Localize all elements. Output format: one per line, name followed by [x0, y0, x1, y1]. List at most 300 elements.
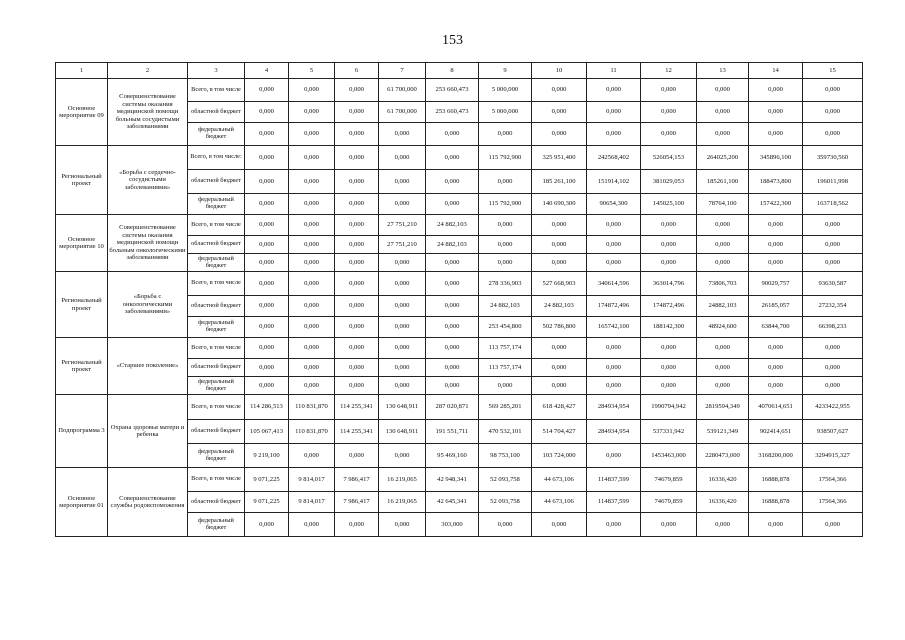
value-cell: 0,000 [587, 513, 641, 537]
value-cell: 98 753,100 [479, 444, 532, 468]
value-cell: 115 792,900 [479, 146, 532, 170]
value-cell: 0,000 [245, 317, 289, 338]
table-row [56, 338, 863, 359]
value-cell: 24 882,103 [479, 296, 532, 317]
value-cell: 0,000 [335, 317, 379, 338]
value-cell: 0,000 [379, 377, 426, 395]
value-cell: 174872,496 [641, 296, 697, 317]
value-cell: 0,000 [532, 513, 587, 537]
value-cell: 0,000 [587, 79, 641, 102]
funding-source-cell: Всего, в том числе [188, 215, 245, 236]
value-cell: 242568,402 [587, 146, 641, 170]
value-cell: 185 261,100 [532, 170, 587, 194]
value-cell: 0,000 [803, 254, 863, 272]
value-cell: 0,000 [532, 254, 587, 272]
value-cell: 0,000 [426, 123, 479, 146]
value-cell: 303,000 [426, 513, 479, 537]
value-cell: 0,000 [479, 236, 532, 254]
value-cell: 0,000 [289, 146, 335, 170]
value-cell: 0,000 [335, 170, 379, 194]
value-cell: 502 786,800 [532, 317, 587, 338]
value-cell: 0,000 [335, 102, 379, 123]
column-header: 2 [108, 63, 188, 79]
value-cell: 0,000 [641, 79, 697, 102]
value-cell: 0,000 [587, 102, 641, 123]
value-cell: 0,000 [335, 377, 379, 395]
column-header: 7 [379, 63, 426, 79]
value-cell: 359730,560 [803, 146, 863, 170]
value-cell: 0,000 [803, 102, 863, 123]
value-cell: 0,000 [587, 236, 641, 254]
page-number: 153 [442, 33, 463, 48]
funding-source-cell: Всего, в том числе [188, 395, 245, 420]
value-cell: 0,000 [749, 236, 803, 254]
value-cell: 0,000 [749, 377, 803, 395]
value-cell: 9 071,225 [245, 468, 289, 492]
program-type-cell: Региональный проект [56, 272, 108, 338]
value-cell: 44 673,106 [532, 492, 587, 513]
value-cell: 130 648,911 [379, 420, 426, 444]
value-cell: 0,000 [426, 194, 479, 215]
value-cell: 165742,100 [587, 317, 641, 338]
value-cell: 188473,800 [749, 170, 803, 194]
value-cell: 188142,300 [641, 317, 697, 338]
value-cell: 0,000 [426, 296, 479, 317]
value-cell: 110 831,870 [289, 420, 335, 444]
value-cell: 0,000 [532, 359, 587, 377]
value-cell: 0,000 [289, 194, 335, 215]
value-cell: 0,000 [289, 296, 335, 317]
column-header: 13 [697, 63, 749, 79]
value-cell: 0,000 [697, 215, 749, 236]
value-cell: 0,000 [245, 194, 289, 215]
funding-source-cell: федеральный бюджет [188, 317, 245, 338]
funding-source-cell: областной бюджет [188, 492, 245, 513]
value-cell: 2819594,349 [697, 395, 749, 420]
value-cell: 0,000 [479, 170, 532, 194]
value-cell: 0,000 [532, 215, 587, 236]
column-header: 8 [426, 63, 479, 79]
funding-source-cell: Всего, в том числе [188, 79, 245, 102]
table-row [56, 272, 863, 296]
value-cell: 0,000 [803, 123, 863, 146]
value-cell: 0,000 [335, 254, 379, 272]
value-cell: 0,000 [335, 513, 379, 537]
value-cell: 151914,102 [587, 170, 641, 194]
value-cell: 73806,703 [697, 272, 749, 296]
value-cell: 0,000 [803, 79, 863, 102]
value-cell: 44 673,106 [532, 468, 587, 492]
column-header: 1 [56, 63, 108, 79]
value-cell: 0,000 [641, 338, 697, 359]
value-cell: 0,000 [697, 377, 749, 395]
value-cell: 17564,366 [803, 492, 863, 513]
value-cell: 90029,757 [749, 272, 803, 296]
value-cell: 3168200,000 [749, 444, 803, 468]
value-cell: 0,000 [587, 123, 641, 146]
value-cell: 0,000 [749, 123, 803, 146]
value-cell: 114 255,341 [335, 420, 379, 444]
value-cell: 163718,562 [803, 194, 863, 215]
value-cell: 0,000 [289, 338, 335, 359]
value-cell: 0,000 [803, 338, 863, 359]
value-cell: 0,000 [803, 513, 863, 537]
value-cell: 24 882,103 [532, 296, 587, 317]
value-cell: 5 000,000 [479, 79, 532, 102]
value-cell: 0,000 [245, 170, 289, 194]
value-cell: 0,000 [289, 272, 335, 296]
value-cell: 5 000,000 [479, 102, 532, 123]
value-cell: 196011,998 [803, 170, 863, 194]
value-cell: 902414,651 [749, 420, 803, 444]
value-cell: 0,000 [749, 359, 803, 377]
value-cell: 9 219,100 [245, 444, 289, 468]
value-cell: 16888,878 [749, 492, 803, 513]
value-cell: 16336,420 [697, 492, 749, 513]
value-cell: 0,000 [379, 123, 426, 146]
value-cell: 0,000 [479, 254, 532, 272]
value-cell: 63844,700 [749, 317, 803, 338]
value-cell: 0,000 [245, 146, 289, 170]
value-cell: 0,000 [803, 377, 863, 395]
value-cell: 0,000 [335, 338, 379, 359]
program-name-cell: Совершенствование системы оказания медицинской помощи больным онкологическими заболеваниями [108, 215, 188, 272]
value-cell: 24 882,103 [426, 215, 479, 236]
value-cell: 0,000 [289, 123, 335, 146]
value-cell: 0,000 [641, 254, 697, 272]
value-cell: 114 255,341 [335, 395, 379, 420]
value-cell: 0,000 [587, 254, 641, 272]
value-cell: 470 532,101 [479, 420, 532, 444]
value-cell: 0,000 [245, 272, 289, 296]
value-cell: 52 093,758 [479, 468, 532, 492]
value-cell: 264025,200 [697, 146, 749, 170]
funding-source-cell: областной бюджет [188, 236, 245, 254]
column-header: 5 [289, 63, 335, 79]
program-type-cell: Основное мероприятие 09 [56, 79, 108, 146]
value-cell: 253 660,473 [426, 79, 479, 102]
funding-source-cell: областной бюджет [188, 102, 245, 123]
value-cell: 0,000 [379, 317, 426, 338]
funding-source-cell: Всего, в том числе: [188, 146, 245, 170]
value-cell: 0,000 [532, 377, 587, 395]
funding-source-cell: областной бюджет [188, 359, 245, 377]
value-cell: 0,000 [289, 377, 335, 395]
table-row [56, 146, 863, 170]
value-cell: 0,000 [803, 359, 863, 377]
value-cell: 0,000 [289, 170, 335, 194]
value-cell: 0,000 [641, 215, 697, 236]
value-cell: 0,000 [379, 254, 426, 272]
value-cell: 105 067,413 [245, 420, 289, 444]
value-cell: 0,000 [697, 338, 749, 359]
value-cell: 0,000 [749, 215, 803, 236]
program-name-cell: Совершенствование системы оказания медицинской помощи больным сосудистыми заболеваниями [108, 79, 188, 146]
value-cell: 0,000 [479, 123, 532, 146]
value-cell: 253 660,473 [426, 102, 479, 123]
value-cell: 0,000 [641, 513, 697, 537]
value-cell: 26185,057 [749, 296, 803, 317]
value-cell: 113 757,174 [479, 359, 532, 377]
value-cell: 381029,053 [641, 170, 697, 194]
value-cell: 0,000 [426, 170, 479, 194]
program-type-cell: Основное мероприятие 10 [56, 215, 108, 272]
value-cell: 90654,300 [587, 194, 641, 215]
funding-source-cell: федеральный бюджет [188, 444, 245, 468]
value-cell: 0,000 [697, 123, 749, 146]
funding-source-cell: Всего, в том числе [188, 272, 245, 296]
value-cell: 0,000 [335, 296, 379, 317]
value-cell: 0,000 [426, 254, 479, 272]
value-cell: 0,000 [426, 359, 479, 377]
value-cell: 0,000 [245, 123, 289, 146]
value-cell: 78764,100 [697, 194, 749, 215]
value-cell: 0,000 [289, 444, 335, 468]
value-cell: 0,000 [379, 170, 426, 194]
program-name-cell: «Старшее поколение» [108, 338, 188, 395]
value-cell: 526054,153 [641, 146, 697, 170]
value-cell: 938507,627 [803, 420, 863, 444]
column-header: 9 [479, 63, 532, 79]
value-cell: 42 645,341 [426, 492, 479, 513]
value-cell: 0,000 [335, 194, 379, 215]
value-cell: 95 469,160 [426, 444, 479, 468]
funding-source-cell: федеральный бюджет [188, 254, 245, 272]
value-cell: 61 700,000 [379, 79, 426, 102]
value-cell: 0,000 [245, 102, 289, 123]
value-cell: 0,000 [641, 102, 697, 123]
value-cell: 48924,600 [697, 317, 749, 338]
value-cell: 0,000 [289, 215, 335, 236]
value-cell: 0,000 [587, 338, 641, 359]
value-cell: 115 792,900 [479, 194, 532, 215]
value-cell: 16 219,065 [379, 468, 426, 492]
value-cell: 2280473,000 [697, 444, 749, 468]
value-cell: 0,000 [749, 79, 803, 102]
value-cell: 9 814,017 [289, 492, 335, 513]
value-cell: 514 704,427 [532, 420, 587, 444]
value-cell: 0,000 [641, 236, 697, 254]
value-cell: 0,000 [245, 79, 289, 102]
value-cell: 0,000 [587, 444, 641, 468]
value-cell: 0,000 [749, 102, 803, 123]
value-cell: 340614,596 [587, 272, 641, 296]
value-cell: 527 668,903 [532, 272, 587, 296]
value-cell: 4070614,651 [749, 395, 803, 420]
column-header: 4 [245, 63, 289, 79]
value-cell: 0,000 [479, 377, 532, 395]
value-cell: 191 551,711 [426, 420, 479, 444]
value-cell: 4233422,955 [803, 395, 863, 420]
value-cell: 0,000 [479, 513, 532, 537]
program-name-cell: «Борьба с сердечно-сосудистыми заболеваниями» [108, 146, 188, 215]
value-cell: 0,000 [532, 338, 587, 359]
value-cell: 0,000 [379, 359, 426, 377]
value-cell: 0,000 [245, 359, 289, 377]
table-body [56, 79, 863, 537]
value-cell: 0,000 [335, 146, 379, 170]
value-cell: 0,000 [379, 338, 426, 359]
value-cell: 42 948,341 [426, 468, 479, 492]
value-cell: 110 831,870 [289, 395, 335, 420]
value-cell: 130 648,911 [379, 395, 426, 420]
funding-source-cell: федеральный бюджет [188, 377, 245, 395]
value-cell: 0,000 [641, 377, 697, 395]
value-cell: 52 093,758 [479, 492, 532, 513]
value-cell: 0,000 [335, 123, 379, 146]
table-row [56, 79, 863, 102]
value-cell: 0,000 [587, 377, 641, 395]
program-name-cell: Совершенствование службы родовспоможения [108, 468, 188, 537]
value-cell: 3294915,327 [803, 444, 863, 468]
value-cell: 0,000 [379, 296, 426, 317]
value-cell: 103 724,000 [532, 444, 587, 468]
value-cell: 185261,100 [697, 170, 749, 194]
value-cell: 0,000 [289, 254, 335, 272]
value-cell: 363014,796 [641, 272, 697, 296]
value-cell: 0,000 [426, 272, 479, 296]
column-header: 14 [749, 63, 803, 79]
value-cell: 0,000 [379, 272, 426, 296]
value-cell: 287 020,871 [426, 395, 479, 420]
budget-table [55, 62, 863, 537]
funding-source-cell: Всего, в том числе [188, 468, 245, 492]
value-cell: 0,000 [587, 215, 641, 236]
value-cell: 537331,942 [641, 420, 697, 444]
value-cell: 1990794,942 [641, 395, 697, 420]
value-cell: 93630,587 [803, 272, 863, 296]
value-cell: 0,000 [379, 146, 426, 170]
funding-source-cell: областной бюджет [188, 170, 245, 194]
value-cell: 0,000 [426, 338, 479, 359]
value-cell: 114837,599 [587, 492, 641, 513]
value-cell: 0,000 [335, 272, 379, 296]
value-cell: 0,000 [749, 254, 803, 272]
value-cell: 66398,233 [803, 317, 863, 338]
header-row [56, 63, 863, 79]
value-cell: 278 336,903 [479, 272, 532, 296]
value-cell: 174872,496 [587, 296, 641, 317]
value-cell: 113 757,174 [479, 338, 532, 359]
value-cell: 27 751,210 [379, 236, 426, 254]
value-cell: 0,000 [697, 513, 749, 537]
value-cell: 0,000 [289, 317, 335, 338]
funding-source-cell: областной бюджет [188, 420, 245, 444]
value-cell: 0,000 [289, 102, 335, 123]
funding-source-cell: областной бюджет [188, 296, 245, 317]
value-cell: 74679,859 [641, 468, 697, 492]
value-cell: 1453463,000 [641, 444, 697, 468]
value-cell: 0,000 [245, 296, 289, 317]
value-cell: 0,000 [245, 236, 289, 254]
funding-source-cell: федеральный бюджет [188, 194, 245, 215]
value-cell: 345896,100 [749, 146, 803, 170]
value-cell: 0,000 [289, 359, 335, 377]
value-cell: 0,000 [587, 359, 641, 377]
value-cell: 24 882,103 [426, 236, 479, 254]
value-cell: 145025,100 [641, 194, 697, 215]
value-cell: 0,000 [532, 102, 587, 123]
value-cell: 0,000 [245, 338, 289, 359]
value-cell: 0,000 [379, 194, 426, 215]
program-type-cell: Региональный проект [56, 338, 108, 395]
value-cell: 0,000 [245, 254, 289, 272]
value-cell: 0,000 [245, 215, 289, 236]
value-cell: 0,000 [426, 377, 479, 395]
value-cell: 0,000 [697, 359, 749, 377]
value-cell: 0,000 [426, 317, 479, 338]
value-cell: 16336,420 [697, 468, 749, 492]
value-cell: 74679,859 [641, 492, 697, 513]
value-cell: 0,000 [289, 236, 335, 254]
value-cell: 0,000 [335, 359, 379, 377]
value-cell: 16 219,065 [379, 492, 426, 513]
table-row [56, 215, 863, 236]
value-cell: 27232,354 [803, 296, 863, 317]
value-cell: 0,000 [532, 123, 587, 146]
table-row [56, 468, 863, 492]
value-cell: 0,000 [803, 236, 863, 254]
value-cell: 7 986,417 [335, 492, 379, 513]
value-cell: 114837,599 [587, 468, 641, 492]
value-cell: 27 751,210 [379, 215, 426, 236]
funding-source-cell: федеральный бюджет [188, 513, 245, 537]
value-cell: 253 454,800 [479, 317, 532, 338]
column-header: 10 [532, 63, 587, 79]
value-cell: 0,000 [641, 359, 697, 377]
value-cell: 0,000 [697, 79, 749, 102]
value-cell: 17564,366 [803, 468, 863, 492]
value-cell: 539121,349 [697, 420, 749, 444]
value-cell: 157422,300 [749, 194, 803, 215]
column-header: 3 [188, 63, 245, 79]
value-cell: 9 071,225 [245, 492, 289, 513]
program-type-cell: Основное мероприятие 01 [56, 468, 108, 537]
value-cell: 7 986,417 [335, 468, 379, 492]
program-type-cell: Подпрограмма 3 [56, 395, 108, 468]
value-cell: 284934,954 [587, 420, 641, 444]
value-cell: 0,000 [749, 513, 803, 537]
value-cell: 325 951,400 [532, 146, 587, 170]
table-row [56, 395, 863, 420]
value-cell: 0,000 [749, 338, 803, 359]
value-cell: 61 700,000 [379, 102, 426, 123]
value-cell: 0,000 [335, 79, 379, 102]
value-cell: 0,000 [335, 444, 379, 468]
value-cell: 0,000 [532, 79, 587, 102]
value-cell: 284934,954 [587, 395, 641, 420]
value-cell: 618 428,427 [532, 395, 587, 420]
value-cell: 0,000 [803, 215, 863, 236]
value-cell: 0,000 [697, 236, 749, 254]
value-cell: 0,000 [245, 513, 289, 537]
value-cell: 140 690,300 [532, 194, 587, 215]
value-cell: 0,000 [426, 146, 479, 170]
value-cell: 0,000 [245, 377, 289, 395]
value-cell: 9 814,017 [289, 468, 335, 492]
column-header: 12 [641, 63, 697, 79]
funding-source-cell: Всего, в том числе [188, 338, 245, 359]
value-cell: 569 285,201 [479, 395, 532, 420]
program-name-cell: «Борьба с онкологическими заболеваниями» [108, 272, 188, 338]
column-header: 11 [587, 63, 641, 79]
value-cell: 0,000 [479, 215, 532, 236]
value-cell: 0,000 [641, 123, 697, 146]
value-cell: 0,000 [289, 513, 335, 537]
value-cell: 16888,878 [749, 468, 803, 492]
column-header: 15 [803, 63, 863, 79]
program-type-cell: Региональный проект [56, 146, 108, 215]
